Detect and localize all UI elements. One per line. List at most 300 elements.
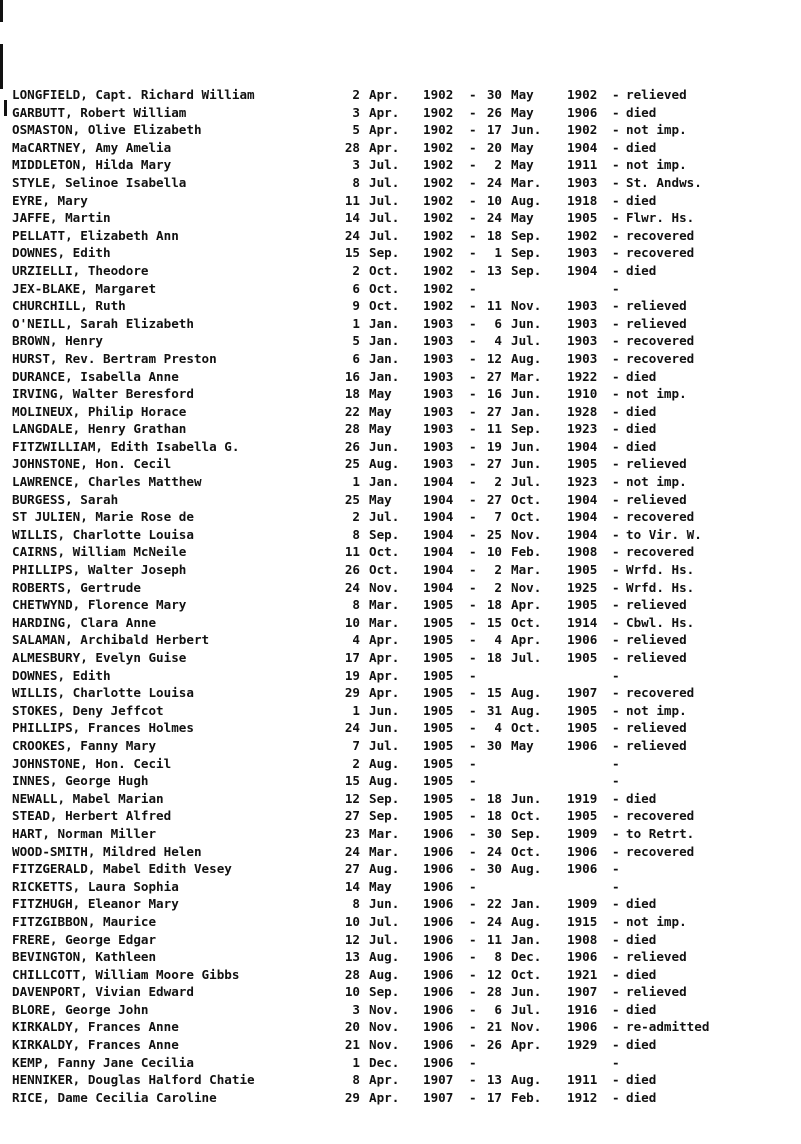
admission-month: Mar.	[369, 825, 400, 841]
patient-name: PELLATT, Elizabeth Ann	[12, 227, 179, 243]
result-separator: -	[612, 720, 620, 736]
date-separator: -	[469, 544, 477, 560]
discharge-day: 18	[486, 227, 502, 243]
register-entry	[12, 156, 797, 174]
discharge-day: 10	[486, 544, 502, 560]
discharge-result: recovered	[626, 350, 695, 366]
patient-name: CAIRNS, William McNeile	[12, 544, 187, 560]
patient-name: WILLIS, Charlotte Louisa	[12, 526, 194, 542]
discharge-year: 1918	[567, 192, 598, 208]
admission-day: 8	[352, 174, 360, 190]
discharge-result: died	[626, 403, 657, 419]
register-entry	[12, 579, 797, 597]
admission-year: 1905	[423, 720, 454, 736]
patient-name: CHILLCOTT, William Moore Gibbs	[12, 966, 240, 982]
patient-name: DURANCE, Isabella Anne	[12, 368, 179, 384]
admission-day: 5	[352, 333, 360, 349]
admission-day: 25	[344, 491, 360, 507]
admission-month: Jul.	[369, 210, 400, 226]
date-separator: -	[469, 157, 477, 173]
date-separator: -	[469, 632, 477, 648]
admission-day: 11	[344, 544, 360, 560]
admission-month: Apr.	[369, 685, 400, 701]
admission-day: 25	[344, 456, 360, 472]
discharge-day: 31	[486, 702, 502, 718]
admission-day: 24	[344, 843, 360, 859]
patient-name: HART, Norman Miller	[12, 825, 157, 841]
register-entry	[12, 913, 797, 931]
patient-name: JAFFE, Martin	[12, 210, 111, 226]
discharge-result: died	[626, 192, 657, 208]
register-entry	[12, 948, 797, 966]
admission-day: 8	[352, 526, 360, 542]
discharge-day: 27	[486, 368, 502, 384]
date-separator: -	[469, 597, 477, 613]
admission-year: 1902	[423, 280, 454, 296]
result-separator: -	[612, 667, 620, 683]
admission-month: Jul.	[369, 157, 400, 173]
patient-name: NEWALL, Mabel Marian	[12, 790, 164, 806]
admission-month: Mar.	[369, 843, 400, 859]
discharge-result: to Retrt.	[626, 825, 695, 841]
result-separator: -	[612, 157, 620, 173]
date-separator: -	[469, 790, 477, 806]
register-entry	[12, 315, 797, 333]
discharge-year: 1921	[567, 966, 598, 982]
register-entry	[12, 262, 797, 280]
register-entry	[12, 755, 797, 773]
admission-day: 22	[344, 403, 360, 419]
admission-year: 1906	[423, 896, 454, 912]
result-separator: -	[612, 509, 620, 525]
discharge-result: relieved	[626, 298, 687, 314]
admission-year: 1903	[423, 315, 454, 331]
admission-month: Jan.	[369, 315, 400, 331]
discharge-month: Mar.	[511, 562, 542, 578]
admission-year: 1906	[423, 966, 454, 982]
discharge-month: Jul.	[511, 1001, 542, 1017]
discharge-month: Aug.	[511, 702, 542, 718]
admission-year: 1906	[423, 878, 454, 894]
date-separator: -	[469, 438, 477, 454]
discharge-day: 24	[486, 843, 502, 859]
date-separator: -	[469, 1072, 477, 1088]
register-entry	[12, 332, 797, 350]
discharge-result: not imp.	[626, 702, 687, 718]
result-separator: -	[612, 825, 620, 841]
date-separator: -	[469, 966, 477, 982]
patient-name: JOHNSTONE, Hon. Cecil	[12, 456, 172, 472]
discharge-result: relieved	[626, 87, 687, 102]
register-entry	[12, 684, 797, 702]
date-separator: -	[469, 896, 477, 912]
date-separator: -	[469, 421, 477, 437]
result-separator: -	[612, 685, 620, 701]
discharge-result: died	[626, 1072, 657, 1088]
date-separator: -	[469, 333, 477, 349]
admission-year: 1902	[423, 192, 454, 208]
discharge-year: 1904	[567, 491, 598, 507]
discharge-day: 8	[494, 949, 502, 965]
patient-name: BLORE, George John	[12, 1001, 149, 1017]
register-entry	[12, 526, 797, 544]
discharge-month: Feb.	[511, 1089, 542, 1105]
admission-month: Oct.	[369, 280, 400, 296]
register-entry	[12, 596, 797, 614]
admission-day: 3	[352, 1001, 360, 1017]
admission-month: May	[369, 386, 392, 402]
admission-day: 8	[352, 1072, 360, 1088]
admission-month: Oct.	[369, 262, 400, 278]
discharge-day: 11	[486, 931, 502, 947]
admission-month: Jan.	[369, 333, 400, 349]
discharge-month: Jan.	[511, 403, 542, 419]
date-separator: -	[469, 861, 477, 877]
discharge-year: 1904	[567, 438, 598, 454]
discharge-month: Jan.	[511, 896, 542, 912]
register-entry	[12, 420, 797, 438]
date-separator: -	[469, 474, 477, 490]
register-entry	[12, 227, 797, 245]
discharge-year: 1902	[567, 87, 598, 102]
page-edge-mark-mid	[0, 44, 3, 89]
result-separator: -	[612, 386, 620, 402]
admission-day: 28	[344, 966, 360, 982]
discharge-month: Nov.	[511, 1019, 542, 1035]
result-separator: -	[612, 192, 620, 208]
admission-month: Apr.	[369, 667, 400, 683]
discharge-year: 1928	[567, 403, 598, 419]
admission-day: 8	[352, 896, 360, 912]
page-edge-mark-top	[0, 0, 3, 22]
admission-year: 1907	[423, 1089, 454, 1105]
admission-month: Jan.	[369, 474, 400, 490]
register-entry	[12, 438, 797, 456]
register-entry	[12, 455, 797, 473]
admission-month: Apr.	[369, 139, 400, 155]
admission-month: Sep.	[369, 790, 400, 806]
discharge-day: 30	[486, 825, 502, 841]
admission-day: 15	[344, 773, 360, 789]
admission-month: May	[369, 491, 392, 507]
result-separator: -	[612, 210, 620, 226]
discharge-result: relieved	[626, 456, 687, 472]
admission-year: 1905	[423, 667, 454, 683]
discharge-month: Jun.	[511, 456, 542, 472]
discharge-month: Mar.	[511, 174, 542, 190]
result-separator: -	[612, 755, 620, 771]
date-separator: -	[469, 1037, 477, 1053]
result-separator: -	[612, 632, 620, 648]
result-separator: -	[612, 966, 620, 982]
date-separator: -	[469, 1001, 477, 1017]
page-edge-mark-small	[4, 100, 7, 116]
register-entry	[12, 878, 797, 896]
patient-name: MOLINEUX, Philip Horace	[12, 403, 187, 419]
admission-month: Apr.	[369, 104, 400, 120]
admission-day: 24	[344, 720, 360, 736]
discharge-result: died	[626, 104, 657, 120]
discharge-year: 1906	[567, 632, 598, 648]
admission-year: 1903	[423, 350, 454, 366]
discharge-day: 4	[494, 632, 502, 648]
admission-month: Sep.	[369, 808, 400, 824]
admission-day: 26	[344, 562, 360, 578]
admission-month: Apr.	[369, 1072, 400, 1088]
admission-year: 1904	[423, 509, 454, 525]
register-entry	[12, 104, 797, 122]
discharge-year: 1904	[567, 509, 598, 525]
patient-name: WILLIS, Charlotte Louisa	[12, 685, 194, 701]
patient-name: FITZGERALD, Mabel Edith Vesey	[12, 861, 232, 877]
admission-year: 1906	[423, 843, 454, 859]
admission-year: 1904	[423, 526, 454, 542]
date-separator: -	[469, 685, 477, 701]
discharge-day: 17	[486, 122, 502, 138]
patient-name: KEMP, Fanny Jane Cecilia	[12, 1054, 194, 1070]
discharge-year: 1911	[567, 157, 598, 173]
admission-day: 5	[352, 122, 360, 138]
patient-name: URZIELLI, Theodore	[12, 262, 149, 278]
discharge-day: 21	[486, 1019, 502, 1035]
patient-name: RICKETTS, Laura Sophia	[12, 878, 179, 894]
discharge-day: 24	[486, 913, 502, 929]
result-separator: -	[612, 245, 620, 261]
discharge-month: Sep.	[511, 825, 542, 841]
discharge-result: recovered	[626, 843, 695, 859]
discharge-month: Apr.	[511, 597, 542, 613]
admission-year: 1903	[423, 403, 454, 419]
discharge-year: 1925	[567, 579, 598, 595]
discharge-month: Aug.	[511, 1072, 542, 1088]
discharge-result: Flwr. Hs.	[626, 210, 695, 226]
result-separator: -	[612, 474, 620, 490]
date-separator: -	[469, 1089, 477, 1105]
discharge-day: 26	[486, 104, 502, 120]
discharge-day: 27	[486, 456, 502, 472]
discharge-result: relieved	[626, 491, 687, 507]
date-separator: -	[469, 280, 477, 296]
discharge-year: 1912	[567, 1089, 598, 1105]
discharge-result: relieved	[626, 720, 687, 736]
register-entry	[12, 1054, 797, 1072]
admission-day: 8	[352, 597, 360, 613]
admission-year: 1906	[423, 1001, 454, 1017]
patient-name: FRERE, George Edgar	[12, 931, 157, 947]
result-separator: -	[612, 579, 620, 595]
register-entry	[12, 931, 797, 949]
patient-name: RICE, Dame Cecilia Caroline	[12, 1089, 217, 1105]
discharge-day: 19	[486, 438, 502, 454]
result-separator: -	[612, 87, 620, 102]
discharge-result: relieved	[626, 984, 687, 1000]
register-entry	[12, 491, 797, 509]
register-entry	[12, 825, 797, 843]
admission-year: 1902	[423, 262, 454, 278]
admission-day: 2	[352, 755, 360, 771]
date-separator: -	[469, 87, 477, 102]
discharge-year: 1905	[567, 720, 598, 736]
admission-month: May	[369, 878, 392, 894]
admission-year: 1906	[423, 949, 454, 965]
admission-year: 1905	[423, 597, 454, 613]
patient-name: FITZWILLIAM, Edith Isabella G.	[12, 438, 240, 454]
result-separator: -	[612, 1089, 620, 1105]
result-separator: -	[612, 298, 620, 314]
result-separator: -	[612, 1001, 620, 1017]
result-separator: -	[612, 227, 620, 243]
admission-month: Nov.	[369, 1019, 400, 1035]
result-separator: -	[612, 984, 620, 1000]
admission-day: 10	[344, 984, 360, 1000]
admission-year: 1903	[423, 368, 454, 384]
discharge-day: 17	[486, 1089, 502, 1105]
patient-name: MIDDLETON, Hilda Mary	[12, 157, 172, 173]
discharge-day: 2	[494, 474, 502, 490]
date-separator: -	[469, 737, 477, 753]
discharge-year: 1915	[567, 913, 598, 929]
discharge-day: 16	[486, 386, 502, 402]
patient-name: STOKES, Deny Jeffcot	[12, 702, 164, 718]
discharge-year: 1903	[567, 350, 598, 366]
discharge-day: 18	[486, 650, 502, 665]
admission-month: May	[369, 421, 392, 437]
result-separator: -	[612, 1037, 620, 1053]
date-separator: -	[469, 720, 477, 736]
discharge-month: Nov.	[511, 579, 542, 595]
discharge-month: Aug.	[511, 685, 542, 701]
date-separator: -	[469, 579, 477, 595]
discharge-year: 1905	[567, 650, 598, 665]
admission-year: 1906	[423, 861, 454, 877]
discharge-result: died	[626, 368, 657, 384]
discharge-month: Jun.	[511, 122, 542, 138]
admission-year: 1902	[423, 104, 454, 120]
discharge-result: died	[626, 1037, 657, 1053]
admission-month: Jan.	[369, 368, 400, 384]
result-separator: -	[612, 350, 620, 366]
admission-year: 1905	[423, 685, 454, 701]
discharge-result: relieved	[626, 632, 687, 648]
admission-day: 10	[344, 614, 360, 630]
admission-day: 28	[344, 421, 360, 437]
admission-day: 29	[344, 685, 360, 701]
patient-name: OSMASTON, Olive Elizabeth	[12, 122, 202, 138]
date-separator: -	[469, 650, 477, 665]
discharge-year: 1905	[567, 702, 598, 718]
result-separator: -	[612, 333, 620, 349]
admission-day: 13	[344, 949, 360, 965]
discharge-day: 1	[494, 245, 502, 261]
admission-year: 1906	[423, 1037, 454, 1053]
discharge-year: 1903	[567, 174, 598, 190]
result-separator: -	[612, 421, 620, 437]
result-separator: -	[612, 773, 620, 789]
admission-year: 1907	[423, 1072, 454, 1088]
register-entry	[12, 966, 797, 984]
result-separator: -	[612, 931, 620, 947]
admission-year: 1905	[423, 737, 454, 753]
admission-year: 1902	[423, 157, 454, 173]
patient-name: EYRE, Mary	[12, 192, 88, 208]
discharge-result: relieved	[626, 315, 687, 331]
register-entry	[12, 139, 797, 157]
patient-name: DOWNES, Edith	[12, 245, 111, 261]
discharge-year: 1905	[567, 597, 598, 613]
discharge-month: Sep.	[511, 245, 542, 261]
discharge-month: Jun.	[511, 790, 542, 806]
admission-year: 1906	[423, 984, 454, 1000]
discharge-year: 1905	[567, 562, 598, 578]
patient-name: WOOD-SMITH, Mildred Helen	[12, 843, 202, 859]
patient-name: MaCARTNEY, Amy Amelia	[12, 139, 172, 155]
admission-year: 1906	[423, 1054, 454, 1070]
discharge-result: Wrfd. Hs.	[626, 562, 695, 578]
admission-year: 1903	[423, 333, 454, 349]
discharge-month: Nov.	[511, 526, 542, 542]
discharge-year: 1906	[567, 104, 598, 120]
register-entry	[12, 174, 797, 192]
discharge-day: 6	[494, 1001, 502, 1017]
discharge-day: 26	[486, 1037, 502, 1053]
admission-day: 2	[352, 87, 360, 102]
admission-month: Jun.	[369, 720, 400, 736]
admission-year: 1904	[423, 474, 454, 490]
discharge-result: St. Andws.	[626, 174, 702, 190]
admission-month: Jul.	[369, 227, 400, 243]
discharge-year: 1907	[567, 685, 598, 701]
discharge-day: 11	[486, 421, 502, 437]
discharge-month: Sep.	[511, 227, 542, 243]
admission-day: 27	[344, 861, 360, 877]
admission-month: Oct.	[369, 562, 400, 578]
admission-month: May	[369, 403, 392, 419]
patient-name: CROOKES, Fanny Mary	[12, 737, 157, 753]
result-separator: -	[612, 878, 620, 894]
patient-name: ROBERTS, Gertrude	[12, 579, 141, 595]
register-entry	[12, 702, 797, 720]
discharge-year: 1906	[567, 843, 598, 859]
discharge-month: Mar.	[511, 368, 542, 384]
admission-month: Jan.	[369, 350, 400, 366]
discharge-month: Dec.	[511, 949, 542, 965]
date-separator: -	[469, 227, 477, 243]
discharge-result: recovered	[626, 808, 695, 824]
discharge-result: died	[626, 262, 657, 278]
register-entry	[12, 86, 797, 104]
admissions-register	[12, 86, 797, 1106]
discharge-result: not imp.	[626, 157, 687, 173]
register-entry	[12, 350, 797, 368]
admission-day: 1	[352, 702, 360, 718]
discharge-year: 1903	[567, 333, 598, 349]
discharge-month: Aug.	[511, 350, 542, 366]
discharge-month: May	[511, 139, 534, 155]
admission-day: 7	[352, 737, 360, 753]
discharge-result: died	[626, 896, 657, 912]
discharge-day: 30	[486, 861, 502, 877]
discharge-day: 24	[486, 210, 502, 226]
admission-day: 10	[344, 913, 360, 929]
admission-year: 1902	[423, 227, 454, 243]
patient-name: O'NEILL, Sarah Elizabeth	[12, 315, 194, 331]
admission-year: 1903	[423, 386, 454, 402]
patient-name: KIRKALDY, Frances Anne	[12, 1037, 179, 1053]
admission-month: Jul.	[369, 931, 400, 947]
discharge-month: Aug.	[511, 913, 542, 929]
register-entry	[12, 1018, 797, 1036]
discharge-year: 1908	[567, 544, 598, 560]
